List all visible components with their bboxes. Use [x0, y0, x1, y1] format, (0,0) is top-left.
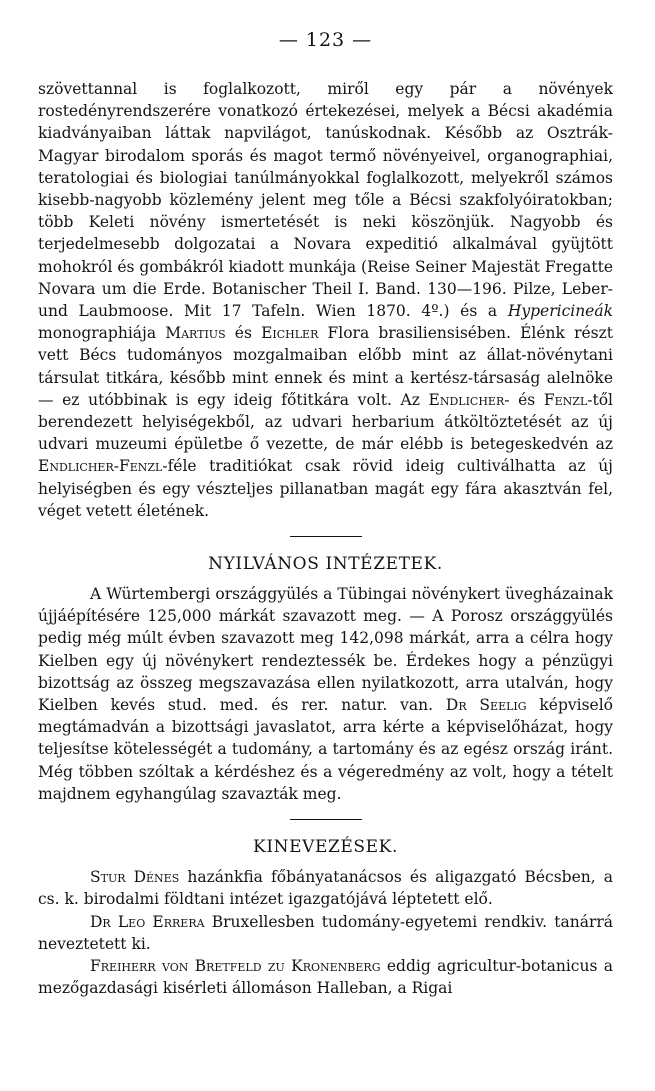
paragraph-appointment-bretfeld — [38, 955, 613, 999]
text-run: és — [225, 324, 262, 343]
text-run: szövettannal is foglalkozott, miről egy pár a növények rostedényrendszerére vonatkozó értekezései, melyek a Bécsi akadémia kiadványaiban láttak napvilágot, tanúskodnak. Később az Osztrák-Magyar birodalom sporás és magot termő növényeivel, organographiai, teratologiai és biologiai tanúlmányokkal foglalkozott, melyekről számos kisebb-nagyobb közlemény jelent meg tőle a Bécsi szakfolyóiratokban; több Keleti növény ismertetését is neki köszönjük. Nagyobb és terjedelmesebb dolgozatai a Novara expeditió alkalmával gyüjtött mohokról és gombákról kiadott munkája (Reise Seiner Majestät Fregatte Novara um die Erde. Botanischer Theil I. Band. 130—196. Pilze, Leber- und Laubmoose. Mit 17 Tafeln. Wien 1870. 4º.) és a — [38, 80, 613, 321]
text-run: eddig agricultur-botanicus a mezőgazdasági kisérleti állomáson Halleban, a Rigai — [38, 956, 613, 998]
section-title-appointments: KINEVEZÉSEK. — [253, 837, 398, 858]
person-name: Endlicher — [428, 390, 505, 409]
person-name: Dr Leo Errera — [90, 912, 205, 931]
text-run: -féle traditiókat csak rövid ideig cultiválhatta az új helyiségben és egy vészteljes pillanatban magát egy fára akasztván fel, véget vetett életének. — [38, 457, 613, 520]
paragraph-public-institutions — [38, 583, 613, 805]
person-name: Dr Seelig — [445, 696, 527, 715]
text-run: monographiája — [38, 324, 166, 343]
paragraph-biography — [38, 78, 613, 522]
person-name: Stur Dénes — [90, 868, 180, 887]
text-run: hazánkfia főbányatanácsos és aligazgató Bécsben, a cs. k. birodalmi földtani intézet igazgatójává léptetett elő. — [38, 868, 613, 909]
paragraph-appointment-stur — [38, 866, 613, 910]
section-title-public-institutions: NYILVÁNOS INTÉZETEK. — [208, 554, 443, 575]
person-name: Freiherr von Bretfeld zu Kronenberg — [90, 956, 381, 975]
paragraph-appointment-errera — [38, 911, 613, 955]
person-name: Endlicher-Fenzl — [38, 457, 163, 476]
document-page — [38, 28, 613, 999]
text-run: képviselő megtámadván a bizottsági javaslatot, arra kérte a képviselőházat, hogy teljesítse kötelességét a tudomány, a tartomány és az egész ország iránt. Még többen szóltak a kérdéshez és a végeredmény az volt, hogy a tételt majdnem egyhangúlag szavazták meg. — [38, 696, 613, 803]
section-divider — [290, 536, 362, 537]
text-run: Flora brasiliensisében. Élénk részt vett Bécs tudományos mozgalmaiban előbb mint az állat-növénytani társulat titkára, később mint ennek és mint a kertész-társaság alelnöke — ez utóbbinak is egy ideig főtitkára volt. Az — [38, 324, 613, 409]
person-name: Fenzl — [543, 390, 588, 409]
section-divider — [290, 819, 362, 820]
text-run: - és — [504, 390, 544, 409]
text-run: Bruxellesben tudomány-egyetemi rendkiv. tanárrá neveztetett ki. — [38, 912, 614, 953]
page-number: — 123 — — [278, 29, 373, 51]
text-run: -től berendezett helyiségekből, az udvari herbarium átköltöztetését az új udvari muzeumi épületbe ő vezette, de már elébb is betegeskedvén az — [38, 390, 614, 454]
text-run: A Würtembergi országgyülés a Tübingai növénykert üvegházainak újjáépítésére 125,000 márkát szavazott meg. — A Porosz országgyülés pedig még múlt évben szavazott meg 142,098 márkát, arra a célra hogy Kielben egy új növénykert rendeztessék be. Érdekes hogy a pénzügyi bizottság az összeg megszavazása ellen nyilatkozott, arra utalván, hogy Kielben kevés stud. med. és rer. natur. van. — [38, 585, 613, 715]
person-name: Martius — [165, 324, 226, 343]
italic-term: Hypericineák — [507, 302, 613, 321]
person-name: Eichler — [261, 324, 319, 343]
